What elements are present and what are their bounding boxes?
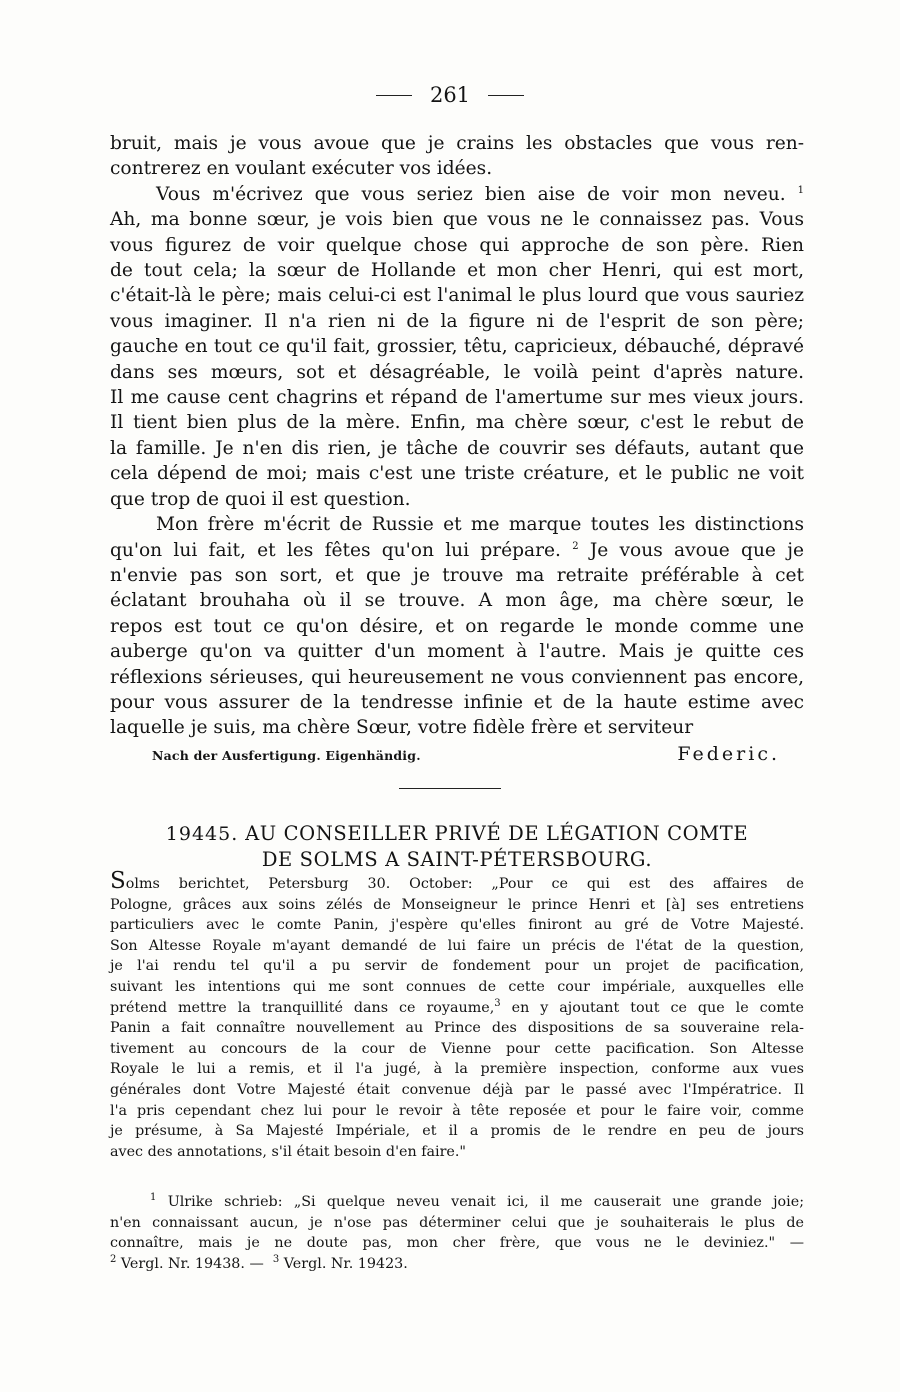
heading-line-1: 19445. AU CONSEILLER PRIVÉ DE LÉGATION COMTE (165, 822, 749, 845)
footnote-mark: 3 (272, 1254, 280, 1266)
report-summary (110, 868, 804, 1162)
body-line: la famille. Je n'en dis rien, je tâche de couvrir ses défauts, autant que (110, 437, 804, 459)
body-line: cela dépend de moi; mais c'est une triste créature, et le public ne voit (110, 463, 804, 485)
signature: Federic. (677, 743, 780, 765)
body-line: Vous m'écrivez que vous seriez bien aise de voir mon neveu. $^1$ (156, 183, 804, 205)
body-line: bruit, mais je vous avoue que je crains les obstacles que vous ren- (110, 133, 804, 154)
footnote-line: $^1$ Ulrike schrieb: „Si quelque neveu venait ici, il me causerait une grande joie; (150, 1192, 805, 1210)
report-line: je l'ai rendu tel qu'il a pu servir de fondement pour un projet de pacification, (110, 958, 804, 975)
body-line: Mon frère m'écrit de Russie et me marque toutes les distinctions (156, 514, 804, 536)
page-number: 261 (429, 83, 471, 107)
letter-body (110, 131, 804, 741)
report-line: avec des annotations, s'il était besoin d'en faire." (110, 1143, 467, 1160)
footnote-ref: 3 (494, 997, 501, 1009)
report-line: Son Altesse Royale m'ayant demandé de lui faire un précis de l'état de la question, (110, 937, 804, 954)
body-line: de tout cela; la sœur de Hollande et mon cher Henri, qui est mort, (110, 260, 804, 282)
body-line: contrerez en voulant exécuter vos idées. (110, 158, 493, 180)
body-line: Il tient bien plus de la mère. Enfin, ma chère sœur, c'est le rebut de (110, 412, 804, 434)
body-line: vous figurez de voir quelque chose qui approche de son père. Rien (110, 234, 804, 256)
header-dash-right (488, 95, 524, 96)
report-line: Pologne, grâces aux soins zélés de Monseigneur le prince Henri et [à] ses entretiens (110, 896, 804, 913)
body-line: que trop de quoi il est question. (110, 488, 411, 510)
report-line: suivant les intentions qui me sont connues de cette cour impériale, auxquelles elle (110, 978, 804, 995)
footnotes (110, 1192, 804, 1274)
body-line: Il me cause cent chagrins et répand de l'amertume sur mes vieux jours. (110, 387, 804, 409)
report-line: Panin a fait connaître nouvellement au Prince des dispositions de sa souveraine rela- (110, 1020, 804, 1037)
footnote-ref: 2 (572, 540, 579, 552)
footnote-mark: 1 (150, 1192, 157, 1204)
footnote-mark: 2 (110, 1254, 117, 1266)
body-line: vous imaginer. Il n'a rien ni de la figure ni de l'esprit de son père; (110, 310, 804, 332)
body-line: auberge qu'on va quitter d'un moment à l'autre. Mais je quitte ces (110, 641, 804, 663)
report-line: tivement au concours de la cour de Vienne pour cette pacification. Son Altesse (110, 1040, 804, 1057)
report-line: je présume, à Sa Majesté Impériale, et il a promis de le rendre en peu de jours (110, 1123, 804, 1140)
body-line: laquelle je suis, ma chère Sœur, votre fidèle frère et serviteur (110, 717, 694, 739)
page-header (0, 82, 900, 108)
heading-line-2: DE SOLMS A SAINT-PÉTERSBOURG. (261, 848, 653, 871)
report-line: Royale le lui a remis, et il l'a jugé, à la première inspection, conforme aux vues (110, 1061, 804, 1078)
source-and-signature (152, 743, 780, 765)
body-line: gauche en tout ce qu'il fait, grossier, têtu, capricieux, débauché, dépravé (110, 336, 804, 358)
report-line: générales dont Votre Majesté était convenue déjà par le passé avec l'Impératrice. Il (110, 1081, 804, 1098)
body-line: Ah, ma bonne sœur, je vois bien que vous ne le connaissez pas. Vous (110, 209, 804, 231)
footnote-line: $^2$ Vergl. Nr. 19438. — $^3$ Vergl. Nr. 19423. (110, 1254, 408, 1272)
body-line: repos est tout ce qu'on désire, et on regarde le monde comme une (110, 615, 804, 637)
body-line: réflexions sérieuses, qui heureusement ne vous conviennent pas encore, (110, 666, 804, 688)
header-dash-left (376, 95, 412, 96)
section-divider (399, 788, 501, 789)
report-line: prétend mettre la tranquillité dans ce royaume,$^3$ en y ajoutant tout ce que le comte (110, 997, 804, 1016)
report-line: Solms berichtet, Petersburg 30. October: „Pour ce qui est des affaires de (110, 868, 804, 894)
report-line: l'a pris cependant chez lui pour le revoir à tête reposée et pour le faire voir, comme (110, 1102, 804, 1119)
source-note: Nach der Ausfertigung. Eigenhändig. (152, 748, 421, 763)
document-heading (110, 821, 804, 873)
body-line: qu'on lui fait, et les fêtes qu'on lui prépare. $^2$ Je vous avoue que je (110, 539, 804, 561)
footnote-line: connaître, mais je ne doute pas, mon cher frère, que vous ne le deviniez." — (110, 1235, 804, 1252)
drop-cap: S (110, 868, 126, 894)
footnote-line: n'en connaissant aucun, je n'ose pas déterminer celui que je souhaiterais le plus de (110, 1214, 804, 1231)
report-line: particuliers avec le comte Panin, j'espère qu'elles finiront au gré de Votre Majesté. (110, 917, 804, 934)
body-line: c'était-là le père; mais celui-ci est l'animal le plus lourd que vous sauriez (110, 285, 804, 307)
document-number: 19445. (165, 823, 239, 845)
body-line: pour vous assurer de la tendresse infinie et de la haute estime avec (110, 691, 804, 713)
body-line: dans ses mœurs, sot et désagréable, le voilà peint d'après nature. (110, 361, 804, 383)
body-line: n'envie pas son sort, et que je trouve ma retraite préférable à cet (110, 564, 804, 586)
footnote-ref: 1 (797, 184, 804, 196)
body-line: éclatant brouhaha où il se trouve. A mon âge, ma chère sœur, le (110, 590, 804, 612)
